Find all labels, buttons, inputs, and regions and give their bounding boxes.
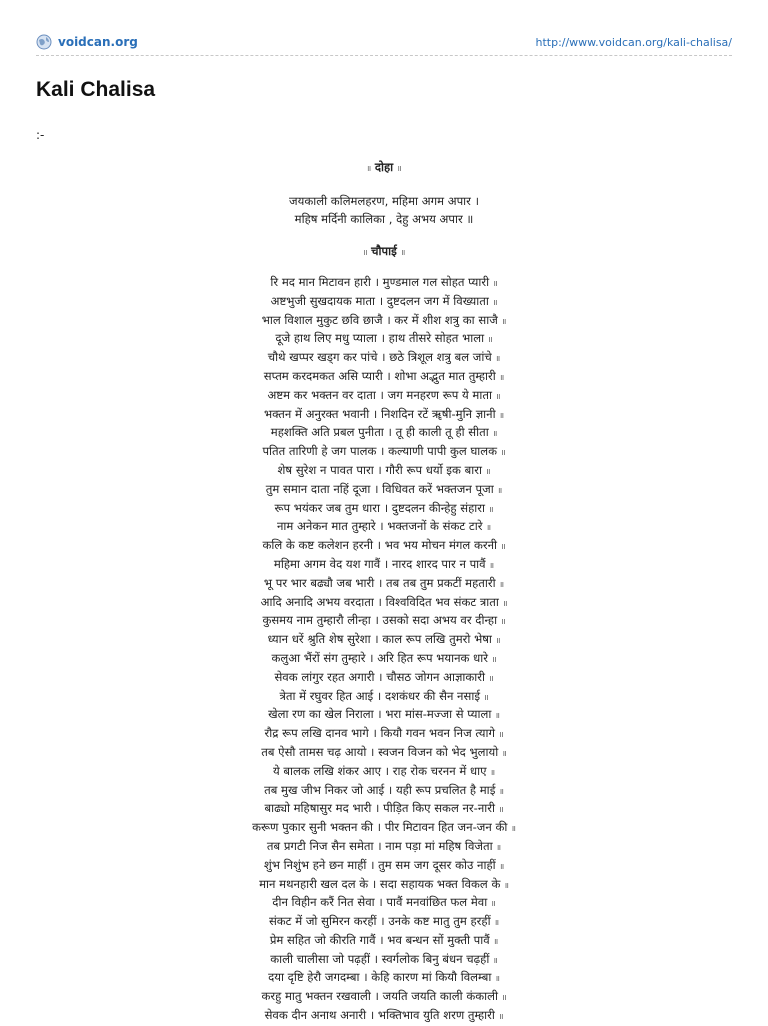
chaupai-line <box>0 612 768 631</box>
verse-end-mark: ॥ <box>495 636 501 646</box>
verse-end-mark: ॥ <box>495 711 500 721</box>
page-title: Kali Chalisa <box>36 78 156 101</box>
verse-end-mark: ॥ <box>493 955 498 965</box>
chaupai-line-text: मान मथनहारी खल दल के । सदा सहायक भक्त विकल के <box>259 876 501 891</box>
chaupai-line <box>0 387 768 406</box>
verse-end-mark: ॥ <box>495 974 500 984</box>
verse-end-mark: ॥ <box>502 598 508 608</box>
verse-end-mark: ॥ <box>496 842 502 852</box>
verse-end-mark: ॥ <box>493 936 499 946</box>
verse-end-mark: ॥ <box>500 542 506 552</box>
chaupai-line-text: त्रेता में रघुवर हित आई । दशकंधर की सैन नसाई <box>279 688 481 703</box>
chaupai-line-text: दूजे हाथ लिए मधु प्याला । हाथ तीसरे सोहत भाला <box>275 331 485 346</box>
verse-end-mark: ॥ <box>498 1012 504 1022</box>
page-url-link[interactable]: http://www.voidcan.org/kali-chalisa/ <box>535 35 732 49</box>
chaupai-line <box>0 462 768 481</box>
chaupai-line <box>0 481 768 500</box>
intro-text: :- <box>36 128 45 142</box>
heading-mark-right: ॥ <box>400 248 406 257</box>
chaupai-title: चौपाई <box>371 244 397 258</box>
chaupai-heading <box>0 242 768 262</box>
chaupai-line-text: शेष सुरेश न पावत पारा । गौरी रूप धर्यो इक बारा <box>277 462 482 477</box>
chaupai-line <box>0 969 768 988</box>
doha-heading <box>0 158 768 178</box>
site-brand[interactable] <box>36 34 138 50</box>
verse-end-mark: ॥ <box>492 429 498 439</box>
chaupai-line-text: अष्टभुजी सुखदायक माता । दुष्टदलन जग में विख्याता <box>270 293 489 308</box>
verse-end-mark: ॥ <box>483 692 489 702</box>
chaupai-line <box>0 1007 768 1026</box>
chaupai-line <box>0 293 768 312</box>
chaupai-line <box>0 913 768 932</box>
chaupai-line-text: काली चालीसा जो पढ़हीं । स्वर्गलोक बिनु बंधन चढ़हीं <box>270 951 490 966</box>
chaupai-line <box>0 951 768 970</box>
verse-end-mark: ॥ <box>495 391 501 401</box>
chaupai-line-text: नाम अनेकन मात तुम्हारे । भक्तजनों के संकट टारे <box>276 519 483 534</box>
verse-end-mark: ॥ <box>487 335 493 345</box>
chaupai-line-text: भाल विशाल मुकुट छवि छाजै । कर में शीश शत्रु का साजै <box>261 312 498 327</box>
verse-end-mark: ॥ <box>500 617 506 627</box>
chaupai-line <box>0 631 768 650</box>
chaupai-line <box>0 274 768 293</box>
chaupai-line <box>0 876 768 895</box>
chaupai-line <box>0 782 768 801</box>
chaupai-line-text: भू पर भार बढ्यौ जब भारी । तब तब तुम प्रकटीं महतारी <box>263 575 496 590</box>
chaupai-line <box>0 312 768 331</box>
chaupai-line-text: रौद्र रूप लखि दानव भागे । कियौ गवन भवन निज त्यागे <box>264 726 496 741</box>
chaupai-line <box>0 688 768 707</box>
chaupai-line <box>0 424 768 443</box>
chaupai-line <box>0 725 768 744</box>
chaupai-line <box>0 349 768 368</box>
verse-end-mark: ॥ <box>501 316 507 326</box>
chaupai-line-text: पतित तारिणी हे जग पालक । कल्याणी पापी कुल घालक <box>262 444 498 459</box>
chaupai-line <box>0 819 768 838</box>
header-divider <box>36 55 732 56</box>
chaupai-verses <box>0 274 768 1026</box>
chaupai-line-text: दीन विहीन करैं नित सेवा । पावैं मनवांछित फल मेवा <box>272 895 488 910</box>
chaupai-line <box>0 500 768 519</box>
chaupai-line <box>0 763 768 782</box>
globe-icon <box>36 34 52 50</box>
doha-line: महिष मर्दिनी कालिका , देहु अभय अपार ॥ <box>294 212 474 226</box>
verse-end-mark: ॥ <box>501 748 507 758</box>
chaupai-line <box>0 932 768 951</box>
chaupai-line <box>0 800 768 819</box>
verse-end-mark: ॥ <box>494 918 500 928</box>
verse-end-mark: ॥ <box>498 730 504 740</box>
chaupai-line <box>0 518 768 537</box>
verse-end-mark: ॥ <box>498 805 504 815</box>
chaupai-line <box>0 330 768 349</box>
chaupai-line-text: तब मुख जीभ निकर जो आई । यही रूप प्रचलित है माई <box>264 782 496 797</box>
chaupai-line-text: संकट में जो सुमिरन करहीं । उनके कष्ट मातु तुम हरहीं <box>268 914 491 929</box>
chaupai-line <box>0 594 768 613</box>
chaupai-line-text: तुम समान दाता नहिं दूजा । विधिवत करें भक्तजन पूजा <box>265 481 494 496</box>
verse-end-mark: ॥ <box>490 767 495 777</box>
doha-title: दोहा <box>374 160 394 174</box>
chaupai-line <box>0 406 768 425</box>
chaupai-line-text: सप्तम करदमकत असि प्यारी । शोभा अद्भुत मात तुम्हारी <box>263 368 496 383</box>
chaupai-line <box>0 650 768 669</box>
chaupai-line-text: आदि अनादि अभय वरदाता । विश्वविदित भव संकट त्राता <box>260 594 499 609</box>
heading-mark-left: ॥ <box>362 248 368 257</box>
chaupai-line <box>0 988 768 1007</box>
heading-mark-right: ॥ <box>396 164 402 173</box>
chaupai-line <box>0 857 768 876</box>
chaupai-line-text: चौथे खप्पर खड्ग कर पांचे । छठे त्रिशूल शत्रु बल जांचे <box>267 350 492 365</box>
chaupai-line-text: महशक्ति अति प्रबल पुनीता । तू ही काली तू ही सीता <box>270 425 489 440</box>
chaupai-line-text: भक्तन में अनुरक्त भवानी । निशदिन रटें ॠषी-मुनि ज्ञानी <box>263 406 496 421</box>
doha-verse <box>0 192 768 228</box>
site-name-link[interactable]: voidcan.org <box>58 35 138 49</box>
chaupai-line <box>0 669 768 688</box>
verse-end-mark: ॥ <box>486 523 491 533</box>
verse-end-mark: ॥ <box>499 579 505 589</box>
chaupai-line-text: सेवक लांगुर रहत अगारी । चौसठ जोगन आज्ञाकारी <box>274 669 486 684</box>
verse-end-mark: ॥ <box>495 354 501 364</box>
chaupai-line <box>0 368 768 387</box>
chaupai-line-text: करहु मातु भक्तन रखवाली । जयति जयति काली कंकाली <box>261 989 498 1004</box>
chaupai-line <box>0 894 768 913</box>
chaupai-line <box>0 838 768 857</box>
verse-end-mark: ॥ <box>488 504 494 514</box>
chalisa-content <box>0 158 768 1026</box>
chaupai-line-text: रूप भयंकर जब तुम धारा । दुष्टदलन कीन्हेहु संहारा <box>274 500 485 515</box>
chaupai-line-text: अष्टम कर भक्तन वर दाता । जग मनहरण रूप ये माता <box>267 387 492 402</box>
chaupai-line-text: महिमा अगम वेद यश गावैं । नारद शारद पार न पावैं <box>273 556 486 571</box>
verse-end-mark: ॥ <box>485 466 491 476</box>
chaupai-line <box>0 706 768 725</box>
verse-end-mark: ॥ <box>511 824 516 834</box>
chaupai-line-text: रि मद मान मिटावन हारी । मुण्डमाल गल सोहत प्यारी <box>270 275 490 289</box>
verse-end-mark: ॥ <box>499 861 505 871</box>
chaupai-line-text: ध्यान धरें श्रुति शेष सुरेशा । काल रूप लखि तुमरो भेषा <box>267 632 492 647</box>
chaupai-line-text: कलि के कष्ट कलेशन हरनी । भव भय मोचन मंगल करनी <box>262 538 498 553</box>
verse-end-mark: ॥ <box>491 654 497 664</box>
verse-end-mark: ॥ <box>492 297 498 307</box>
verse-end-mark: ॥ <box>497 485 503 495</box>
verse-end-mark: ॥ <box>490 899 496 909</box>
verse-end-mark: ॥ <box>499 410 505 420</box>
chaupai-line-text: करूण पुकार सुनी भक्तन की । पीर मिटावन हित जन-जन की <box>252 820 508 835</box>
doha-line: जयकाली कलिमलहरण, महिमा अगम अपार । <box>289 194 479 208</box>
verse-end-mark: ॥ <box>492 279 498 288</box>
heading-mark-left: ॥ <box>366 164 372 173</box>
chaupai-line-text: तब ऐसौ तामस चढ़ आयो । स्वजन विजन को भेद भुलायो <box>261 744 499 759</box>
verse-end-mark: ॥ <box>499 786 504 796</box>
verse-end-mark: ॥ <box>501 993 507 1003</box>
chaupai-line-text: तब प्रगटी निज सैन समेता । नाम पड़ा मां महिष विजेता <box>266 838 493 853</box>
verse-end-mark: ॥ <box>500 448 506 458</box>
chaupai-line-text: बाढ्यो महिषासुर मद भारी । पीड़ित किए सकल नर-नारी <box>264 801 496 816</box>
chaupai-line-text: शुंभ निशुंभ हने छन माहीं । तुम सम जग दूसर कोउ नाहीं <box>263 857 496 872</box>
chaupai-line-text: दया दृष्टि हेरौ जगदम्बा । केहि कारण मां कियौ विलम्बा <box>268 970 492 985</box>
verse-end-mark: ॥ <box>504 880 509 890</box>
chaupai-line-text: कुसमय नाम तुम्हारौ लीन्हा । उसको सदा अभय वर दीन्हा <box>262 613 498 628</box>
chaupai-line-text: कलुआ भैंरों संग तुम्हारे । अरि हित रूप भयानक धारे <box>271 650 489 665</box>
chaupai-line <box>0 537 768 556</box>
chaupai-line-text: ये बालक लखि शंकर आए । राह रोक चरनन में धाए <box>273 763 487 778</box>
chaupai-line <box>0 575 768 594</box>
chaupai-line-text: सेवक दीन अनाथ अनारी । भक्तिभाव युति शरण तुम्हारी <box>264 1008 495 1023</box>
verse-end-mark: ॥ <box>499 372 505 382</box>
chaupai-line <box>0 443 768 462</box>
chaupai-line <box>0 556 768 575</box>
page-header <box>36 30 732 54</box>
chaupai-line-text: खेला रण का खेल निराला । भरा मांस-मज्जा से प्याला <box>268 707 492 722</box>
verse-end-mark: ॥ <box>489 560 495 570</box>
verse-end-mark: ॥ <box>488 673 494 683</box>
chaupai-line-text: प्रेम सहित जो कीरति गावैं । भव बन्धन सों मुक्ती पावैं <box>269 932 490 947</box>
chaupai-line <box>0 744 768 763</box>
